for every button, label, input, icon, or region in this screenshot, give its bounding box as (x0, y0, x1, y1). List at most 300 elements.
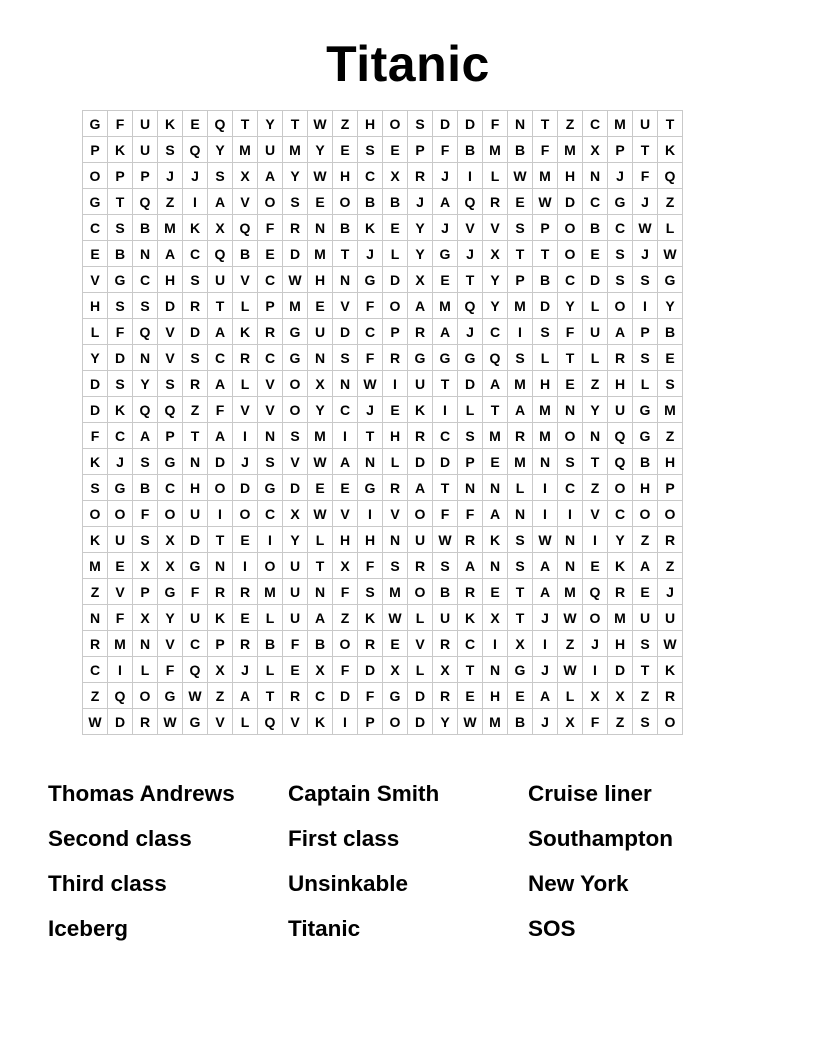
grid-cell[interactable]: M (558, 579, 583, 605)
grid-cell[interactable]: K (208, 605, 233, 631)
grid-cell[interactable]: H (333, 527, 358, 553)
grid-cell[interactable]: G (358, 475, 383, 501)
grid-cell[interactable]: N (558, 527, 583, 553)
grid-cell[interactable]: G (108, 475, 133, 501)
grid-cell[interactable]: S (108, 215, 133, 241)
grid-cell[interactable]: Q (483, 345, 508, 371)
grid-cell[interactable]: A (308, 605, 333, 631)
grid-cell[interactable]: A (158, 241, 183, 267)
grid-cell[interactable]: P (508, 267, 533, 293)
grid-cell[interactable]: B (383, 189, 408, 215)
grid-cell[interactable]: I (483, 631, 508, 657)
grid-cell[interactable]: E (233, 527, 258, 553)
grid-cell[interactable]: C (458, 631, 483, 657)
grid-cell[interactable]: B (508, 137, 533, 163)
grid-cell[interactable]: D (558, 189, 583, 215)
grid-cell[interactable]: R (233, 345, 258, 371)
grid-cell[interactable]: I (583, 527, 608, 553)
grid-cell[interactable]: R (183, 293, 208, 319)
grid-cell[interactable]: Z (558, 111, 583, 137)
grid-cell[interactable]: D (608, 657, 633, 683)
grid-cell[interactable]: K (608, 553, 633, 579)
grid-cell[interactable]: X (208, 215, 233, 241)
grid-cell[interactable]: A (433, 319, 458, 345)
grid-cell[interactable]: Z (583, 371, 608, 397)
grid-cell[interactable]: J (458, 319, 483, 345)
grid-cell[interactable]: U (283, 553, 308, 579)
grid-cell[interactable]: U (658, 605, 683, 631)
grid-cell[interactable]: D (233, 475, 258, 501)
grid-cell[interactable]: U (633, 111, 658, 137)
grid-cell[interactable]: L (458, 397, 483, 423)
grid-cell[interactable]: D (83, 397, 108, 423)
grid-cell[interactable]: N (83, 605, 108, 631)
grid-cell[interactable]: X (383, 163, 408, 189)
grid-cell[interactable]: B (583, 215, 608, 241)
grid-cell[interactable]: V (383, 501, 408, 527)
grid-cell[interactable]: Z (633, 527, 658, 553)
grid-cell[interactable]: S (158, 371, 183, 397)
grid-cell[interactable]: H (608, 631, 633, 657)
grid-cell[interactable]: H (358, 527, 383, 553)
grid-cell[interactable]: X (583, 137, 608, 163)
grid-cell[interactable]: G (183, 553, 208, 579)
grid-cell[interactable]: V (108, 579, 133, 605)
grid-cell[interactable]: X (483, 241, 508, 267)
grid-cell[interactable]: C (433, 423, 458, 449)
grid-cell[interactable]: T (258, 683, 283, 709)
grid-cell[interactable]: D (433, 449, 458, 475)
grid-cell[interactable]: K (308, 709, 333, 735)
grid-cell[interactable]: X (483, 605, 508, 631)
grid-cell[interactable]: C (158, 475, 183, 501)
grid-cell[interactable]: G (608, 189, 633, 215)
grid-cell[interactable]: L (83, 319, 108, 345)
grid-cell[interactable]: S (408, 111, 433, 137)
grid-cell[interactable]: C (183, 631, 208, 657)
grid-cell[interactable]: R (508, 423, 533, 449)
grid-cell[interactable]: M (83, 553, 108, 579)
grid-cell[interactable]: P (358, 709, 383, 735)
grid-cell[interactable]: R (258, 319, 283, 345)
grid-cell[interactable]: T (208, 293, 233, 319)
grid-cell[interactable]: I (208, 501, 233, 527)
grid-cell[interactable]: D (433, 111, 458, 137)
grid-cell[interactable]: J (433, 163, 458, 189)
grid-cell[interactable]: Q (658, 163, 683, 189)
grid-cell[interactable]: C (108, 423, 133, 449)
grid-cell[interactable]: R (483, 189, 508, 215)
grid-cell[interactable]: V (158, 631, 183, 657)
grid-cell[interactable]: S (83, 475, 108, 501)
grid-cell[interactable]: N (583, 423, 608, 449)
grid-cell[interactable]: N (383, 527, 408, 553)
grid-cell[interactable]: M (658, 397, 683, 423)
grid-cell[interactable]: H (358, 111, 383, 137)
grid-cell[interactable]: L (233, 709, 258, 735)
grid-cell[interactable]: L (233, 371, 258, 397)
grid-cell[interactable]: E (658, 345, 683, 371)
grid-cell[interactable]: C (208, 345, 233, 371)
grid-cell[interactable]: W (308, 111, 333, 137)
grid-cell[interactable]: F (558, 319, 583, 345)
grid-cell[interactable]: O (408, 579, 433, 605)
grid-cell[interactable]: T (533, 241, 558, 267)
grid-cell[interactable]: J (358, 397, 383, 423)
grid-cell[interactable]: N (308, 579, 333, 605)
grid-cell[interactable]: E (333, 475, 358, 501)
grid-cell[interactable]: P (133, 579, 158, 605)
grid-cell[interactable]: S (633, 709, 658, 735)
grid-cell[interactable]: M (483, 137, 508, 163)
grid-cell[interactable]: L (383, 241, 408, 267)
grid-cell[interactable]: Q (583, 579, 608, 605)
grid-cell[interactable]: S (558, 449, 583, 475)
grid-cell[interactable]: N (258, 423, 283, 449)
grid-cell[interactable]: R (283, 215, 308, 241)
grid-cell[interactable]: N (558, 397, 583, 423)
grid-cell[interactable]: Z (333, 111, 358, 137)
grid-cell[interactable]: W (508, 163, 533, 189)
grid-cell[interactable]: L (583, 293, 608, 319)
grid-cell[interactable]: O (283, 371, 308, 397)
grid-cell[interactable]: T (433, 371, 458, 397)
grid-cell[interactable]: J (633, 189, 658, 215)
grid-cell[interactable]: S (508, 345, 533, 371)
grid-cell[interactable]: F (208, 397, 233, 423)
grid-cell[interactable]: R (233, 579, 258, 605)
grid-cell[interactable]: W (458, 709, 483, 735)
grid-cell[interactable]: L (533, 345, 558, 371)
grid-cell[interactable]: G (508, 657, 533, 683)
grid-cell[interactable]: D (333, 683, 358, 709)
grid-cell[interactable]: H (633, 475, 658, 501)
grid-cell[interactable]: S (608, 267, 633, 293)
grid-cell[interactable]: E (83, 241, 108, 267)
grid-cell[interactable]: E (308, 189, 333, 215)
grid-cell[interactable]: N (483, 475, 508, 501)
grid-cell[interactable]: V (283, 449, 308, 475)
grid-cell[interactable]: J (583, 631, 608, 657)
grid-cell[interactable]: W (83, 709, 108, 735)
grid-cell[interactable]: S (108, 371, 133, 397)
grid-cell[interactable]: M (533, 163, 558, 189)
grid-cell[interactable]: C (483, 319, 508, 345)
grid-cell[interactable]: M (283, 137, 308, 163)
grid-cell[interactable]: P (158, 423, 183, 449)
grid-cell[interactable]: S (608, 241, 633, 267)
grid-cell[interactable]: W (383, 605, 408, 631)
grid-cell[interactable]: R (358, 631, 383, 657)
grid-cell[interactable]: G (283, 345, 308, 371)
grid-cell[interactable]: O (208, 475, 233, 501)
grid-cell[interactable]: D (108, 709, 133, 735)
grid-cell[interactable]: N (133, 631, 158, 657)
grid-cell[interactable]: L (233, 293, 258, 319)
grid-cell[interactable]: B (308, 631, 333, 657)
grid-cell[interactable]: E (333, 137, 358, 163)
grid-cell[interactable]: H (383, 423, 408, 449)
grid-cell[interactable]: X (133, 553, 158, 579)
grid-cell[interactable]: L (583, 345, 608, 371)
grid-cell[interactable]: C (358, 163, 383, 189)
grid-cell[interactable]: S (633, 267, 658, 293)
grid-cell[interactable]: M (508, 293, 533, 319)
grid-cell[interactable]: M (508, 371, 533, 397)
grid-cell[interactable]: O (658, 709, 683, 735)
grid-cell[interactable]: Q (133, 319, 158, 345)
grid-cell[interactable]: W (558, 657, 583, 683)
grid-cell[interactable]: U (108, 527, 133, 553)
grid-cell[interactable]: E (233, 605, 258, 631)
grid-cell[interactable]: S (108, 293, 133, 319)
grid-cell[interactable]: O (133, 683, 158, 709)
grid-cell[interactable]: Q (133, 397, 158, 423)
grid-cell[interactable]: M (308, 423, 333, 449)
grid-cell[interactable]: G (83, 189, 108, 215)
grid-cell[interactable]: I (533, 631, 558, 657)
grid-cell[interactable]: V (458, 215, 483, 241)
grid-cell[interactable]: L (408, 657, 433, 683)
grid-cell[interactable]: S (658, 371, 683, 397)
grid-cell[interactable]: C (558, 475, 583, 501)
grid-cell[interactable]: O (558, 215, 583, 241)
grid-cell[interactable]: R (608, 579, 633, 605)
grid-cell[interactable]: O (658, 501, 683, 527)
grid-cell[interactable]: O (608, 293, 633, 319)
grid-cell[interactable]: P (533, 215, 558, 241)
grid-cell[interactable]: Y (283, 163, 308, 189)
grid-cell[interactable]: A (208, 189, 233, 215)
grid-cell[interactable]: T (558, 345, 583, 371)
grid-cell[interactable]: I (458, 163, 483, 189)
grid-cell[interactable]: O (108, 501, 133, 527)
grid-cell[interactable]: Y (208, 137, 233, 163)
grid-cell[interactable]: N (583, 163, 608, 189)
grid-cell[interactable]: L (258, 605, 283, 631)
grid-cell[interactable]: P (208, 631, 233, 657)
grid-cell[interactable]: R (408, 163, 433, 189)
grid-cell[interactable]: B (233, 241, 258, 267)
grid-cell[interactable]: I (633, 293, 658, 319)
grid-cell[interactable]: P (658, 475, 683, 501)
grid-cell[interactable]: B (333, 215, 358, 241)
grid-cell[interactable]: F (133, 501, 158, 527)
grid-cell[interactable]: X (608, 683, 633, 709)
grid-cell[interactable]: N (358, 449, 383, 475)
grid-cell[interactable]: Y (408, 215, 433, 241)
grid-cell[interactable]: K (358, 605, 383, 631)
grid-cell[interactable]: T (508, 579, 533, 605)
grid-cell[interactable]: G (158, 683, 183, 709)
grid-cell[interactable]: I (233, 423, 258, 449)
grid-cell[interactable]: M (308, 241, 333, 267)
grid-cell[interactable]: Z (333, 605, 358, 631)
grid-cell[interactable]: N (558, 553, 583, 579)
grid-cell[interactable]: J (233, 449, 258, 475)
grid-cell[interactable]: T (508, 241, 533, 267)
grid-cell[interactable]: E (383, 631, 408, 657)
grid-cell[interactable]: T (208, 527, 233, 553)
grid-cell[interactable]: A (208, 371, 233, 397)
grid-cell[interactable]: L (508, 475, 533, 501)
grid-cell[interactable]: B (508, 709, 533, 735)
grid-cell[interactable]: U (608, 397, 633, 423)
grid-cell[interactable]: U (258, 137, 283, 163)
grid-cell[interactable]: I (558, 501, 583, 527)
grid-cell[interactable]: D (208, 449, 233, 475)
grid-cell[interactable]: K (83, 527, 108, 553)
grid-cell[interactable]: E (483, 449, 508, 475)
grid-cell[interactable]: J (458, 241, 483, 267)
grid-cell[interactable]: J (408, 189, 433, 215)
grid-cell[interactable]: F (333, 579, 358, 605)
grid-cell[interactable]: A (208, 423, 233, 449)
grid-cell[interactable]: V (233, 189, 258, 215)
grid-cell[interactable]: L (558, 683, 583, 709)
grid-cell[interactable]: T (458, 267, 483, 293)
grid-cell[interactable]: D (458, 371, 483, 397)
grid-cell[interactable]: E (558, 371, 583, 397)
grid-cell[interactable]: K (158, 111, 183, 137)
grid-cell[interactable]: D (108, 345, 133, 371)
grid-cell[interactable]: B (658, 319, 683, 345)
grid-cell[interactable]: C (583, 111, 608, 137)
grid-cell[interactable]: J (183, 163, 208, 189)
grid-cell[interactable]: G (283, 319, 308, 345)
grid-cell[interactable]: O (383, 111, 408, 137)
grid-cell[interactable]: M (508, 449, 533, 475)
grid-cell[interactable]: E (508, 189, 533, 215)
grid-cell[interactable]: G (383, 683, 408, 709)
grid-cell[interactable]: B (133, 475, 158, 501)
grid-cell[interactable]: S (133, 293, 158, 319)
grid-cell[interactable]: Z (608, 709, 633, 735)
grid-cell[interactable]: U (433, 605, 458, 631)
grid-cell[interactable]: I (508, 319, 533, 345)
grid-cell[interactable]: Q (208, 241, 233, 267)
grid-cell[interactable]: T (283, 111, 308, 137)
grid-cell[interactable]: P (108, 163, 133, 189)
grid-cell[interactable]: B (108, 241, 133, 267)
grid-cell[interactable]: U (408, 371, 433, 397)
grid-cell[interactable]: S (258, 449, 283, 475)
grid-cell[interactable]: H (533, 371, 558, 397)
grid-cell[interactable]: S (333, 345, 358, 371)
grid-cell[interactable]: G (433, 241, 458, 267)
grid-cell[interactable]: D (283, 241, 308, 267)
grid-cell[interactable]: E (383, 215, 408, 241)
grid-cell[interactable]: Y (308, 397, 333, 423)
grid-cell[interactable]: W (658, 241, 683, 267)
grid-cell[interactable]: Q (158, 397, 183, 423)
grid-cell[interactable]: I (258, 527, 283, 553)
grid-cell[interactable]: C (258, 501, 283, 527)
grid-cell[interactable]: F (483, 111, 508, 137)
grid-cell[interactable]: E (458, 683, 483, 709)
grid-cell[interactable]: S (183, 267, 208, 293)
grid-cell[interactable]: D (533, 293, 558, 319)
grid-cell[interactable]: N (533, 449, 558, 475)
grid-cell[interactable]: I (533, 501, 558, 527)
grid-cell[interactable]: L (383, 449, 408, 475)
grid-cell[interactable]: O (158, 501, 183, 527)
grid-cell[interactable]: L (133, 657, 158, 683)
grid-cell[interactable]: S (358, 579, 383, 605)
grid-cell[interactable]: T (633, 137, 658, 163)
grid-cell[interactable]: N (508, 501, 533, 527)
grid-cell[interactable]: E (183, 111, 208, 137)
grid-cell[interactable]: U (408, 527, 433, 553)
grid-cell[interactable]: Z (583, 475, 608, 501)
grid-cell[interactable]: B (133, 215, 158, 241)
grid-cell[interactable]: Z (208, 683, 233, 709)
grid-cell[interactable]: M (533, 397, 558, 423)
grid-cell[interactable]: B (433, 579, 458, 605)
grid-cell[interactable]: Z (158, 189, 183, 215)
grid-cell[interactable]: W (433, 527, 458, 553)
grid-cell[interactable]: T (508, 605, 533, 631)
grid-cell[interactable]: L (308, 527, 333, 553)
grid-cell[interactable]: L (408, 605, 433, 631)
grid-cell[interactable]: I (183, 189, 208, 215)
grid-cell[interactable]: E (633, 579, 658, 605)
grid-cell[interactable]: U (208, 267, 233, 293)
grid-cell[interactable]: D (408, 449, 433, 475)
grid-cell[interactable]: Y (483, 293, 508, 319)
grid-cell[interactable]: S (508, 553, 533, 579)
grid-cell[interactable]: F (533, 137, 558, 163)
grid-cell[interactable]: U (283, 579, 308, 605)
grid-cell[interactable]: O (83, 163, 108, 189)
grid-cell[interactable]: A (608, 319, 633, 345)
grid-cell[interactable]: R (608, 345, 633, 371)
grid-cell[interactable]: D (283, 475, 308, 501)
grid-cell[interactable]: O (83, 501, 108, 527)
grid-cell[interactable]: E (383, 137, 408, 163)
grid-cell[interactable]: T (308, 553, 333, 579)
grid-cell[interactable]: W (183, 683, 208, 709)
grid-cell[interactable]: W (533, 527, 558, 553)
grid-cell[interactable]: T (333, 241, 358, 267)
grid-cell[interactable]: J (233, 657, 258, 683)
grid-cell[interactable]: V (283, 709, 308, 735)
grid-cell[interactable]: Z (658, 189, 683, 215)
grid-cell[interactable]: N (458, 475, 483, 501)
grid-cell[interactable]: O (333, 631, 358, 657)
grid-cell[interactable]: A (533, 683, 558, 709)
grid-cell[interactable]: X (158, 527, 183, 553)
grid-cell[interactable]: Y (158, 605, 183, 631)
grid-cell[interactable]: S (158, 137, 183, 163)
grid-cell[interactable]: R (383, 475, 408, 501)
grid-cell[interactable]: K (108, 397, 133, 423)
grid-cell[interactable]: O (558, 423, 583, 449)
grid-cell[interactable]: R (408, 423, 433, 449)
grid-cell[interactable]: V (408, 631, 433, 657)
grid-cell[interactable]: H (308, 267, 333, 293)
grid-cell[interactable]: N (308, 345, 333, 371)
grid-cell[interactable]: N (208, 553, 233, 579)
grid-cell[interactable]: A (483, 371, 508, 397)
grid-cell[interactable]: T (358, 423, 383, 449)
grid-cell[interactable]: U (308, 319, 333, 345)
grid-cell[interactable]: M (533, 423, 558, 449)
grid-cell[interactable]: S (208, 163, 233, 189)
grid-cell[interactable]: U (133, 137, 158, 163)
grid-cell[interactable]: N (483, 553, 508, 579)
grid-cell[interactable]: Z (633, 683, 658, 709)
